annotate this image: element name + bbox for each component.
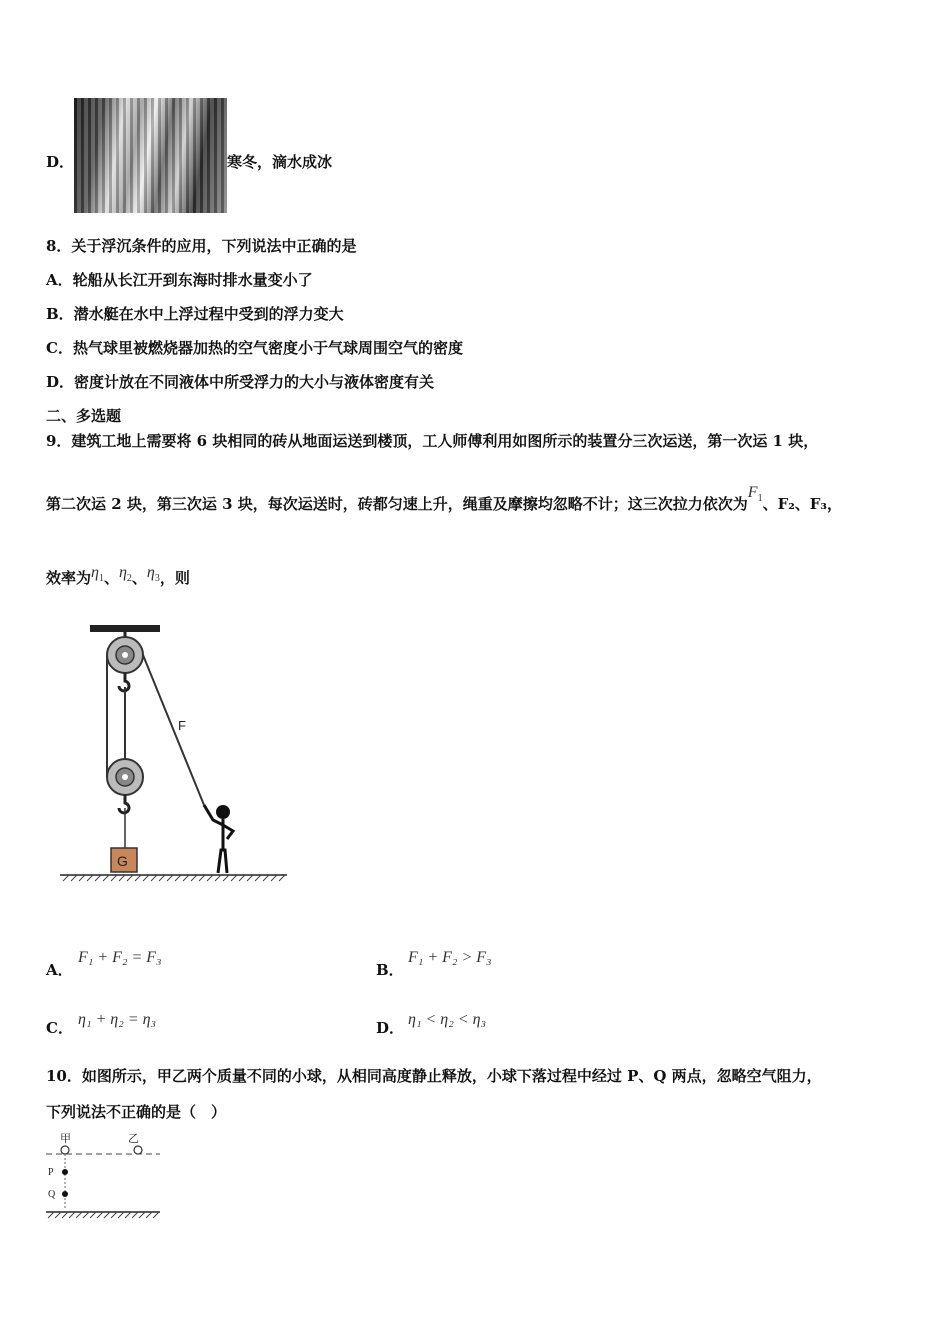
ball-jia-label: 甲 (60, 1132, 71, 1145)
eta-letter: η (146, 564, 155, 581)
point-p-label: P (48, 1167, 54, 1178)
section-heading: 二、多选题 (46, 407, 122, 425)
q9-eta1: $\eta_1$ (91, 564, 104, 585)
icicle-photo (74, 98, 227, 213)
q10-line2: 下列说法不正确的是（ ） (46, 1103, 227, 1121)
q9-option-c-formula: η₁ + η₂ = η₃ (78, 1011, 157, 1028)
q8-option-a: A．轮船从长江开到东海时排水量变小了 (46, 271, 313, 289)
q9-line2 (46, 484, 843, 521)
q9-option-b-formula: F₁ + F₂ > F₃ (408, 949, 492, 966)
q7-option-d-text: 寒冬，滴水成冰 (227, 153, 333, 171)
q9-f1-letter: F (747, 484, 758, 501)
q8-option-c: C．热气球里被燃烧器加热的空气密度小于气球周围空气的密度 (46, 339, 463, 357)
q9-line1: 9．建筑工地上需要将 6 块相同的砖从地面运送到楼顶，工人师傅利用如图所示的装置分三次运送，第一次运 1 块， (46, 432, 819, 450)
separator: 、 (103, 569, 119, 587)
separator: 、 (131, 569, 147, 587)
q9-option-a-formula: F₁ + F₂ = F₃ (78, 949, 162, 966)
ball-yi-label: 乙 (128, 1132, 139, 1145)
block-label: G (117, 853, 128, 869)
q9-line3-tail: ，则 (159, 569, 190, 587)
q9-option-b-label: B． (376, 961, 404, 979)
q9-option-c-label: C． (46, 1019, 73, 1037)
q9-f1-symbol: $F_1$ (747, 484, 763, 505)
q9-option-a-label: A． (46, 961, 73, 979)
q9-eta2: $\eta_2$ (118, 564, 132, 585)
q9-line3 (46, 564, 190, 595)
q8-stem: 8．关于浮沉条件的应用，下列说法中正确的是 (46, 237, 357, 255)
q9-line2-text: 第二次运 2 块，第三次运 3 块，每次运送时，砖都匀速上升，绳重及摩擦均忽略不计；这三次拉力依次为 (46, 495, 748, 513)
q10-line1: 10．如图所示，甲乙两个质量不同的小球，从相同高度静止释放，小球下落过程中经过 P、Q 两点，忽略空气阻力， (46, 1067, 822, 1085)
q7-option-d-label: D． (46, 153, 75, 171)
q9-line2-tail: 、F₂、F₃， (762, 495, 843, 513)
q8-option-d: D．密度计放在不同液体中所受浮力的大小与液体密度有关 (46, 373, 435, 391)
pulley-diagram (55, 615, 295, 885)
q9-option-d-formula: η₁ < η₂ < η₃ (408, 1011, 487, 1028)
point-q-label: Q (48, 1189, 56, 1200)
q9-option-d-label: D． (376, 1019, 405, 1037)
force-label: F (178, 718, 186, 733)
q9-eta3: $\eta_3$ (146, 564, 160, 585)
q9-efficiency-label: 效率为 (46, 569, 92, 587)
q8-option-b: B．潜水艇在水中上浮过程中受到的浮力变大 (46, 305, 344, 323)
falling-balls-diagram (40, 1130, 170, 1225)
eta-letter: η (91, 564, 99, 581)
eta-letter: η (118, 564, 127, 581)
